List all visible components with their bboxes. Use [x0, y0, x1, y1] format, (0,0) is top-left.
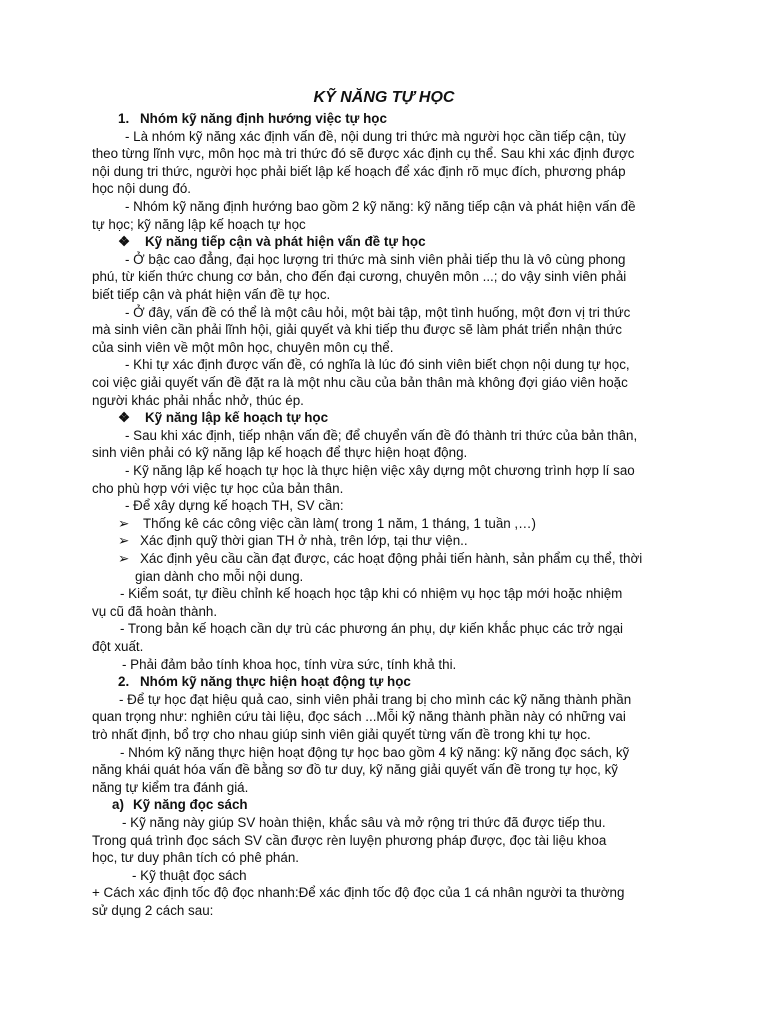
- paragraph-line: tự học; kỹ năng lập kế hoạch tự học: [92, 216, 306, 232]
- paragraph-line: quan trọng như: nghiên cứu tài liệu, đọc sách ...Mỗi kỹ năng thành phần này có những vai: [92, 709, 626, 725]
- section-heading: Kỹ năng tiếp cận và phát hiện vấn đề tự học: [145, 234, 426, 250]
- paragraph-line: học, tư duy phân tích có phê phán.: [92, 850, 299, 866]
- paragraph-line: vụ cũ đã hoàn thành.: [92, 603, 218, 619]
- paragraph-line: người khác phải nhắc nhở, thúc ép.: [92, 392, 304, 408]
- list-marker: a): [112, 797, 124, 813]
- paragraph-line: - Ở bậc cao đẳng, đại học lượng tri thức mà sinh viên phải tiếp thu là vô cùng phong: [125, 251, 626, 267]
- list-marker: ➢: [118, 551, 130, 566]
- list-marker: ➢: [118, 515, 130, 531]
- paragraph-line: của sinh viên về một môn học, chuyên môn cụ thể.: [92, 339, 394, 355]
- paragraph-line: sinh viên phải có kỹ năng lập kế hoạch để thực hiện hoạt động.: [92, 445, 468, 461]
- document-title: KỸ NĂNG TỰ HỌC: [313, 89, 455, 106]
- paragraph-line: - Phải đảm bảo tính khoa học, tính vừa sức, tính khả thi.: [122, 656, 457, 672]
- paragraph-line: - Kỹ thuật đọc sách: [132, 867, 247, 883]
- paragraph-line: - Để tự học đạt hiệu quả cao, sinh viên phải trang bị cho mình các kỹ năng thành phần: [119, 691, 632, 707]
- section-heading: Nhóm kỹ năng thực hiện hoạt động tự học: [140, 674, 411, 690]
- section-heading: Kỹ năng đọc sách: [133, 797, 248, 813]
- paragraph-line: học nội dung đó.: [92, 181, 192, 197]
- paragraph-line: - Để xây dựng kế hoạch TH, SV cần:: [125, 498, 344, 514]
- paragraph-line: - Nhóm kỹ năng định hướng bao gồm 2 kỹ năng: kỹ năng tiếp cận và phát hiện vấn đề: [125, 199, 636, 214]
- paragraph-line: đột xuất.: [92, 639, 144, 654]
- section-heading: Nhóm kỹ năng định hướng việc tự học: [140, 111, 387, 126]
- list-marker: 2.: [118, 674, 130, 690]
- paragraph-line: năng khái quát hóa vấn đề bằng sơ đồ tư duy, kỹ năng giải quyết vấn đề trong tự học, kỹ: [92, 762, 618, 778]
- paragraph-line: - Khi tự xác định được vấn đề, có nghĩa là lúc đó sinh viên biết chọn nội dung tự học,: [125, 357, 630, 373]
- paragraph-line: trò nhất định, bổ trợ cho nhau giúp sinh viên giải quyết từng vấn đề trong khi tự học.: [92, 727, 591, 742]
- paragraph-line: nội dung tri thức, người học phải biết lập kế hoạch để xác định rõ mục đích, phương pháp: [92, 163, 626, 179]
- paragraph-line: cho phù hợp với việc tự học của bản thân.: [92, 480, 344, 496]
- paragraph-line: - Kiểm soát, tự điều chỉnh kế hoạch học tập khi có nhiệm vụ học tập mới hoặc nhiệm: [120, 586, 623, 602]
- paragraph-line: - Kỹ năng lập kế hoạch tự học là thực hiện việc xây dựng một chương trình hợp lí sao: [125, 463, 635, 478]
- paragraph-line: Trong quá trình đọc sách SV cần được rèn luyện phương pháp được, đọc tài liệu khoa: [92, 832, 607, 848]
- paragraph-line: biết tiếp cận và phát hiện vấn đề tự học.: [92, 287, 331, 302]
- paragraph-line: phú, từ kiến thức chung cơ bản, cho đến đại cương, chuyên môn ...; do vậy sinh viên phải: [92, 269, 627, 285]
- paragraph-line: năng tự kiểm tra đánh giá.: [92, 779, 249, 795]
- paragraph-line: sử dụng 2 cách sau:: [92, 903, 214, 918]
- paragraph-line: theo từng lĩnh vực, môn học mà tri thức đó sẽ được xác định cụ thể. Sau khi xác định được: [92, 146, 635, 162]
- paragraph-line: - Kỹ năng này giúp SV hoàn thiện, khắc sâu và mở rộng tri thức đã được tiếp thu.: [122, 815, 606, 830]
- paragraph-line: mà sinh viên cần phải lĩnh hội, giải quyết và khi tiếp thu được sẽ làm phát triển nhận thức: [92, 322, 622, 338]
- paragraph-line: gian dành cho mỗi nội dung.: [135, 568, 304, 584]
- list-marker: 1.: [118, 111, 130, 126]
- paragraph-line: - Nhóm kỹ năng thực hiện hoạt động tự học bao gồm 4 kỹ năng: kỹ năng đọc sách, kỹ: [120, 744, 630, 760]
- paragraph-line: Xác định yêu cầu cần đạt được, các hoạt động phải tiến hành, sản phẩm cụ thể, thời: [140, 551, 643, 566]
- list-marker: ❖: [118, 234, 131, 250]
- paragraph-line: - Là nhóm kỹ năng xác định vấn đề, nội dung tri thức mà người học cần tiếp cận, tùy: [125, 128, 626, 144]
- paragraph-line: + Cách xác định tốc độ đọc nhanh:Để xác định tốc độ đọc của 1 cá nhân người ta thường: [92, 885, 625, 901]
- paragraph-line: - Sau khi xác định, tiếp nhận vấn đề; để chuyển vấn đề đó thành tri thức của bản thân,: [125, 427, 638, 443]
- paragraph-line: - Ở đây, vấn đề có thể là một câu hỏi, một bài tập, một tình huống, một đơn vị tri thức: [125, 304, 631, 320]
- paragraph-line: Thống kê các công việc cần làm( trong 1 năm, 1 tháng, 1 tuần ,…): [143, 515, 537, 531]
- paragraph-line: - Trong bản kế hoạch cần dự trù các phương án phụ, dự kiến khắc phục các trở ngại: [120, 621, 624, 637]
- section-heading: Kỹ năng lập kế hoạch tự học: [145, 410, 329, 426]
- list-marker: ➢: [118, 533, 130, 549]
- paragraph-line: Xác định quỹ thời gian TH ở nhà, trên lớp, tại thư viện..: [140, 533, 468, 549]
- list-marker: ❖: [118, 410, 131, 426]
- paragraph-line: coi việc giải quyết vấn đề đặt ra là một nhu cầu của bản thân mà không đợi giáo viên hoặc: [92, 375, 628, 390]
